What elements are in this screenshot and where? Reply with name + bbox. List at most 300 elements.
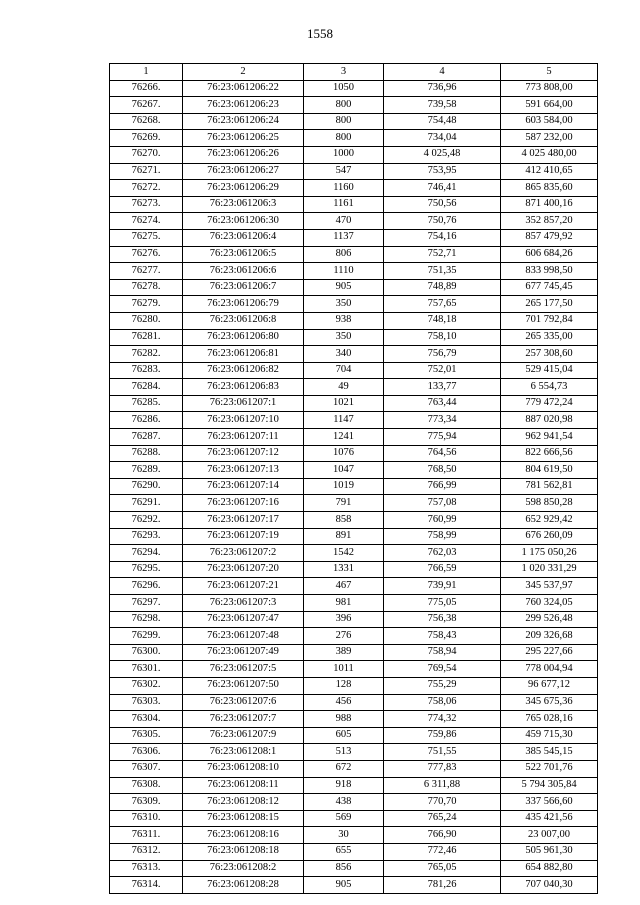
area-cell: 605 [304, 727, 384, 744]
area-cell: 30 [304, 827, 384, 844]
total-value-cell: 4 025 480,00 [501, 146, 598, 163]
value-per-unit-cell: 765,24 [384, 810, 501, 827]
cadastral-number-cell: 76:23:061207:10 [183, 412, 304, 429]
area-cell: 128 [304, 677, 384, 694]
total-value-cell: 505 961,30 [501, 843, 598, 860]
row-number-cell: 76279. [110, 296, 183, 313]
area-cell: 905 [304, 877, 384, 894]
area-cell: 791 [304, 495, 384, 512]
table-row [110, 877, 598, 894]
row-number-cell: 76277. [110, 263, 183, 280]
value-per-unit-cell: 766,99 [384, 478, 501, 495]
value-per-unit-cell: 4 025,48 [384, 146, 501, 163]
table-row [110, 794, 598, 811]
cadastral-number-cell: 76:23:061208:10 [183, 760, 304, 777]
table-row [110, 279, 598, 296]
table-row [110, 180, 598, 197]
area-cell: 891 [304, 528, 384, 545]
cadastral-number-cell: 76:23:061207:6 [183, 694, 304, 711]
area-cell: 858 [304, 512, 384, 529]
total-value-cell: 765 028,16 [501, 711, 598, 728]
cadastral-number-cell: 76:23:061207:5 [183, 661, 304, 678]
value-per-unit-cell: 754,48 [384, 113, 501, 130]
row-number-cell: 76268. [110, 113, 183, 130]
value-per-unit-cell: 766,59 [384, 561, 501, 578]
row-number-cell: 76291. [110, 495, 183, 512]
row-number-cell: 76308. [110, 777, 183, 794]
total-value-cell: 96 677,12 [501, 677, 598, 694]
cadastral-number-cell: 76:23:061208:16 [183, 827, 304, 844]
area-cell: 513 [304, 744, 384, 761]
value-per-unit-cell: 750,56 [384, 196, 501, 213]
cadastral-number-cell: 76:23:061206:22 [183, 80, 304, 97]
row-number-cell: 76301. [110, 661, 183, 678]
area-cell: 396 [304, 611, 384, 628]
table-row [110, 163, 598, 180]
row-number-cell: 76305. [110, 727, 183, 744]
total-value-cell: 412 410,65 [501, 163, 598, 180]
total-value-cell: 209 326,68 [501, 628, 598, 645]
table-row [110, 827, 598, 844]
row-number-cell: 76286. [110, 412, 183, 429]
row-number-cell: 76314. [110, 877, 183, 894]
cadastral-number-cell: 76:23:061207:1 [183, 395, 304, 412]
cadastral-number-cell: 76:23:061208:1 [183, 744, 304, 761]
row-number-cell: 76298. [110, 611, 183, 628]
value-per-unit-cell: 739,58 [384, 97, 501, 114]
cadastral-number-cell: 76:23:061206:30 [183, 213, 304, 230]
table-row [110, 661, 598, 678]
data-table [109, 63, 598, 894]
table-row [110, 80, 598, 97]
row-number-cell: 76287. [110, 429, 183, 446]
value-per-unit-cell: 739,91 [384, 578, 501, 595]
table-row [110, 744, 598, 761]
column-header-5: 5 [501, 64, 598, 81]
table-row [110, 595, 598, 612]
cadastral-number-cell: 76:23:061206:26 [183, 146, 304, 163]
row-number-cell: 76274. [110, 213, 183, 230]
row-number-cell: 76296. [110, 578, 183, 595]
area-cell: 350 [304, 329, 384, 346]
cadastral-number-cell: 76:23:061208:28 [183, 877, 304, 894]
value-per-unit-cell: 758,43 [384, 628, 501, 645]
row-number-cell: 76300. [110, 644, 183, 661]
area-cell: 276 [304, 628, 384, 645]
table-row [110, 512, 598, 529]
value-per-unit-cell: 757,08 [384, 495, 501, 512]
cadastral-number-cell: 76:23:061207:12 [183, 445, 304, 462]
table-row [110, 545, 598, 562]
value-per-unit-cell: 768,50 [384, 462, 501, 479]
table-row [110, 478, 598, 495]
value-per-unit-cell: 758,06 [384, 694, 501, 711]
column-header-3: 3 [304, 64, 384, 81]
total-value-cell: 522 701,76 [501, 760, 598, 777]
total-value-cell: 598 850,28 [501, 495, 598, 512]
total-value-cell: 345 537,97 [501, 578, 598, 595]
total-value-cell: 701 792,84 [501, 312, 598, 329]
table-row [110, 578, 598, 595]
value-per-unit-cell: 133,77 [384, 379, 501, 396]
cadastral-number-cell: 76:23:061207:48 [183, 628, 304, 645]
area-cell: 800 [304, 113, 384, 130]
column-header-1: 1 [110, 64, 183, 81]
area-cell: 569 [304, 810, 384, 827]
total-value-cell: 385 545,15 [501, 744, 598, 761]
cadastral-number-cell: 76:23:061208:12 [183, 794, 304, 811]
value-per-unit-cell: 781,26 [384, 877, 501, 894]
cadastral-number-cell: 76:23:061206:29 [183, 180, 304, 197]
total-value-cell: 295 227,66 [501, 644, 598, 661]
total-value-cell: 887 020,98 [501, 412, 598, 429]
area-cell: 981 [304, 595, 384, 612]
total-value-cell: 804 619,50 [501, 462, 598, 479]
total-value-cell: 265 177,50 [501, 296, 598, 313]
value-per-unit-cell: 755,29 [384, 677, 501, 694]
value-per-unit-cell: 734,04 [384, 130, 501, 147]
table-row [110, 628, 598, 645]
cadastral-number-cell: 76:23:061208:11 [183, 777, 304, 794]
cadastral-number-cell: 76:23:061206:23 [183, 97, 304, 114]
cadastral-number-cell: 76:23:061207:13 [183, 462, 304, 479]
total-value-cell: 606 684,26 [501, 246, 598, 263]
value-per-unit-cell: 754,16 [384, 229, 501, 246]
value-per-unit-cell: 762,03 [384, 545, 501, 562]
row-number-cell: 76303. [110, 694, 183, 711]
total-value-cell: 603 584,00 [501, 113, 598, 130]
row-number-cell: 76275. [110, 229, 183, 246]
table-row [110, 362, 598, 379]
table-row [110, 229, 598, 246]
value-per-unit-cell: 753,95 [384, 163, 501, 180]
value-per-unit-cell: 772,46 [384, 843, 501, 860]
value-per-unit-cell: 759,86 [384, 727, 501, 744]
area-cell: 800 [304, 97, 384, 114]
value-per-unit-cell: 763,44 [384, 395, 501, 412]
value-per-unit-cell: 756,38 [384, 611, 501, 628]
cadastral-number-cell: 76:23:061207:19 [183, 528, 304, 545]
table-row [110, 561, 598, 578]
cadastral-number-cell: 76:23:061206:5 [183, 246, 304, 263]
table-row [110, 810, 598, 827]
table-row [110, 213, 598, 230]
value-per-unit-cell: 751,55 [384, 744, 501, 761]
area-cell: 456 [304, 694, 384, 711]
value-per-unit-cell: 6 311,88 [384, 777, 501, 794]
column-header-4: 4 [384, 64, 501, 81]
cadastral-number-cell: 76:23:061206:6 [183, 263, 304, 280]
total-value-cell: 1 175 050,26 [501, 545, 598, 562]
row-number-cell: 76266. [110, 80, 183, 97]
cadastral-number-cell: 76:23:061207:2 [183, 545, 304, 562]
cadastral-number-cell: 76:23:061206:3 [183, 196, 304, 213]
area-cell: 1021 [304, 395, 384, 412]
row-number-cell: 76284. [110, 379, 183, 396]
table-row [110, 379, 598, 396]
total-value-cell: 962 941,54 [501, 429, 598, 446]
area-cell: 1542 [304, 545, 384, 562]
total-value-cell: 459 715,30 [501, 727, 598, 744]
column-header-2: 2 [183, 64, 304, 81]
total-value-cell: 760 324,05 [501, 595, 598, 612]
cadastral-number-cell: 76:23:061207:50 [183, 677, 304, 694]
value-per-unit-cell: 764,56 [384, 445, 501, 462]
total-value-cell: 352 857,20 [501, 213, 598, 230]
total-value-cell: 23 007,00 [501, 827, 598, 844]
area-cell: 1161 [304, 196, 384, 213]
row-number-cell: 76313. [110, 860, 183, 877]
table-row [110, 644, 598, 661]
table-row [110, 329, 598, 346]
cadastral-number-cell: 76:23:061206:24 [183, 113, 304, 130]
value-per-unit-cell: 758,99 [384, 528, 501, 545]
row-number-cell: 76295. [110, 561, 183, 578]
total-value-cell: 529 415,04 [501, 362, 598, 379]
table-row [110, 611, 598, 628]
row-number-cell: 76292. [110, 512, 183, 529]
area-cell: 1110 [304, 263, 384, 280]
cadastral-number-cell: 76:23:061208:18 [183, 843, 304, 860]
area-cell: 672 [304, 760, 384, 777]
row-number-cell: 76299. [110, 628, 183, 645]
area-cell: 1000 [304, 146, 384, 163]
cadastral-number-cell: 76:23:061206:83 [183, 379, 304, 396]
value-per-unit-cell: 758,10 [384, 329, 501, 346]
cadastral-number-cell: 76:23:061207:11 [183, 429, 304, 446]
value-per-unit-cell: 774,32 [384, 711, 501, 728]
total-value-cell: 337 566,60 [501, 794, 598, 811]
area-cell: 704 [304, 362, 384, 379]
cadastral-number-cell: 76:23:061207:49 [183, 644, 304, 661]
cadastral-number-cell: 76:23:061206:27 [183, 163, 304, 180]
cadastral-number-cell: 76:23:061207:20 [183, 561, 304, 578]
total-value-cell: 822 666,56 [501, 445, 598, 462]
row-number-cell: 76276. [110, 246, 183, 263]
table-row [110, 97, 598, 114]
area-cell: 918 [304, 777, 384, 794]
table-row [110, 412, 598, 429]
row-number-cell: 76302. [110, 677, 183, 694]
table-row [110, 495, 598, 512]
value-per-unit-cell: 765,05 [384, 860, 501, 877]
table-row [110, 711, 598, 728]
cadastral-number-cell: 76:23:061206:25 [183, 130, 304, 147]
total-value-cell: 1 020 331,29 [501, 561, 598, 578]
value-per-unit-cell: 773,34 [384, 412, 501, 429]
row-number-cell: 76306. [110, 744, 183, 761]
total-value-cell: 5 794 305,84 [501, 777, 598, 794]
row-number-cell: 76270. [110, 146, 183, 163]
cadastral-number-cell: 76:23:061207:9 [183, 727, 304, 744]
value-per-unit-cell: 748,89 [384, 279, 501, 296]
row-number-cell: 76269. [110, 130, 183, 147]
cadastral-number-cell: 76:23:061208:15 [183, 810, 304, 827]
area-cell: 470 [304, 213, 384, 230]
cadastral-number-cell: 76:23:061206:7 [183, 279, 304, 296]
row-number-cell: 76309. [110, 794, 183, 811]
value-per-unit-cell: 736,96 [384, 80, 501, 97]
total-value-cell: 676 260,09 [501, 528, 598, 545]
row-number-cell: 76293. [110, 528, 183, 545]
value-per-unit-cell: 746,41 [384, 180, 501, 197]
row-number-cell: 76278. [110, 279, 183, 296]
cadastral-number-cell: 76:23:061206:80 [183, 329, 304, 346]
table-body [110, 80, 598, 893]
row-number-cell: 76285. [110, 395, 183, 412]
row-number-cell: 76312. [110, 843, 183, 860]
table-row [110, 130, 598, 147]
area-cell: 938 [304, 312, 384, 329]
value-per-unit-cell: 750,76 [384, 213, 501, 230]
table-header-row [110, 64, 598, 81]
cadastral-number-cell: 76:23:061208:2 [183, 860, 304, 877]
row-number-cell: 76272. [110, 180, 183, 197]
total-value-cell: 779 472,24 [501, 395, 598, 412]
total-value-cell: 6 554,73 [501, 379, 598, 396]
table-row [110, 312, 598, 329]
total-value-cell: 265 335,00 [501, 329, 598, 346]
area-cell: 438 [304, 794, 384, 811]
area-cell: 905 [304, 279, 384, 296]
value-per-unit-cell: 757,65 [384, 296, 501, 313]
row-number-cell: 76267. [110, 97, 183, 114]
total-value-cell: 707 040,30 [501, 877, 598, 894]
area-cell: 655 [304, 843, 384, 860]
value-per-unit-cell: 775,94 [384, 429, 501, 446]
cadastral-number-cell: 76:23:061206:81 [183, 346, 304, 363]
table-row [110, 843, 598, 860]
table-row [110, 528, 598, 545]
area-cell: 1076 [304, 445, 384, 462]
table-row [110, 395, 598, 412]
total-value-cell: 299 526,48 [501, 611, 598, 628]
area-cell: 1147 [304, 412, 384, 429]
total-value-cell: 257 308,60 [501, 346, 598, 363]
value-per-unit-cell: 758,94 [384, 644, 501, 661]
cadastral-number-cell: 76:23:061206:79 [183, 296, 304, 313]
total-value-cell: 871 400,16 [501, 196, 598, 213]
table-row [110, 113, 598, 130]
area-cell: 1047 [304, 462, 384, 479]
total-value-cell: 587 232,00 [501, 130, 598, 147]
cadastral-number-cell: 76:23:061207:47 [183, 611, 304, 628]
table-row [110, 346, 598, 363]
total-value-cell: 833 998,50 [501, 263, 598, 280]
table-row [110, 462, 598, 479]
cadastral-number-cell: 76:23:061207:7 [183, 711, 304, 728]
table-row [110, 429, 598, 446]
value-per-unit-cell: 752,01 [384, 362, 501, 379]
cadastral-number-cell: 76:23:061207:17 [183, 512, 304, 529]
row-number-cell: 76271. [110, 163, 183, 180]
area-cell: 547 [304, 163, 384, 180]
table-row [110, 760, 598, 777]
row-number-cell: 76290. [110, 478, 183, 495]
area-cell: 340 [304, 346, 384, 363]
area-cell: 1137 [304, 229, 384, 246]
area-cell: 467 [304, 578, 384, 595]
value-per-unit-cell: 769,54 [384, 661, 501, 678]
row-number-cell: 76282. [110, 346, 183, 363]
row-number-cell: 76289. [110, 462, 183, 479]
value-per-unit-cell: 748,18 [384, 312, 501, 329]
value-per-unit-cell: 766,90 [384, 827, 501, 844]
cadastral-number-cell: 76:23:061207:21 [183, 578, 304, 595]
area-cell: 800 [304, 130, 384, 147]
area-cell: 1160 [304, 180, 384, 197]
total-value-cell: 435 421,56 [501, 810, 598, 827]
cadastral-number-cell: 76:23:061206:82 [183, 362, 304, 379]
row-number-cell: 76281. [110, 329, 183, 346]
area-cell: 806 [304, 246, 384, 263]
total-value-cell: 677 745,45 [501, 279, 598, 296]
total-value-cell: 857 479,92 [501, 229, 598, 246]
table-row [110, 196, 598, 213]
value-per-unit-cell: 777,83 [384, 760, 501, 777]
area-cell: 1331 [304, 561, 384, 578]
cadastral-number-cell: 76:23:061206:4 [183, 229, 304, 246]
total-value-cell: 865 835,60 [501, 180, 598, 197]
table-row [110, 246, 598, 263]
area-cell: 1011 [304, 661, 384, 678]
value-per-unit-cell: 752,71 [384, 246, 501, 263]
table-row [110, 727, 598, 744]
row-number-cell: 76294. [110, 545, 183, 562]
total-value-cell: 345 675,36 [501, 694, 598, 711]
row-number-cell: 76311. [110, 827, 183, 844]
area-cell: 1241 [304, 429, 384, 446]
table-row [110, 296, 598, 313]
row-number-cell: 76297. [110, 595, 183, 612]
cadastral-number-cell: 76:23:061207:3 [183, 595, 304, 612]
area-cell: 389 [304, 644, 384, 661]
area-cell: 1050 [304, 80, 384, 97]
cadastral-number-cell: 76:23:061206:8 [183, 312, 304, 329]
table-row [110, 677, 598, 694]
table-row [110, 694, 598, 711]
value-per-unit-cell: 751,35 [384, 263, 501, 280]
table-row [110, 445, 598, 462]
table-row [110, 777, 598, 794]
row-number-cell: 76288. [110, 445, 183, 462]
value-per-unit-cell: 775,05 [384, 595, 501, 612]
total-value-cell: 781 562,81 [501, 478, 598, 495]
row-number-cell: 76307. [110, 760, 183, 777]
area-cell: 988 [304, 711, 384, 728]
value-per-unit-cell: 756,79 [384, 346, 501, 363]
total-value-cell: 778 004,94 [501, 661, 598, 678]
area-cell: 856 [304, 860, 384, 877]
table-row [110, 263, 598, 280]
cadastral-number-cell: 76:23:061207:16 [183, 495, 304, 512]
row-number-cell: 76283. [110, 362, 183, 379]
area-cell: 350 [304, 296, 384, 313]
total-value-cell: 591 664,00 [501, 97, 598, 114]
value-per-unit-cell: 770,70 [384, 794, 501, 811]
area-cell: 1019 [304, 478, 384, 495]
row-number-cell: 76310. [110, 810, 183, 827]
value-per-unit-cell: 760,99 [384, 512, 501, 529]
total-value-cell: 652 929,42 [501, 512, 598, 529]
page-number: 1558 [307, 26, 333, 41]
total-value-cell: 773 808,00 [501, 80, 598, 97]
area-cell: 49 [304, 379, 384, 396]
row-number-cell: 76280. [110, 312, 183, 329]
cadastral-number-cell: 76:23:061207:14 [183, 478, 304, 495]
table-row [110, 146, 598, 163]
row-number-cell: 76304. [110, 711, 183, 728]
